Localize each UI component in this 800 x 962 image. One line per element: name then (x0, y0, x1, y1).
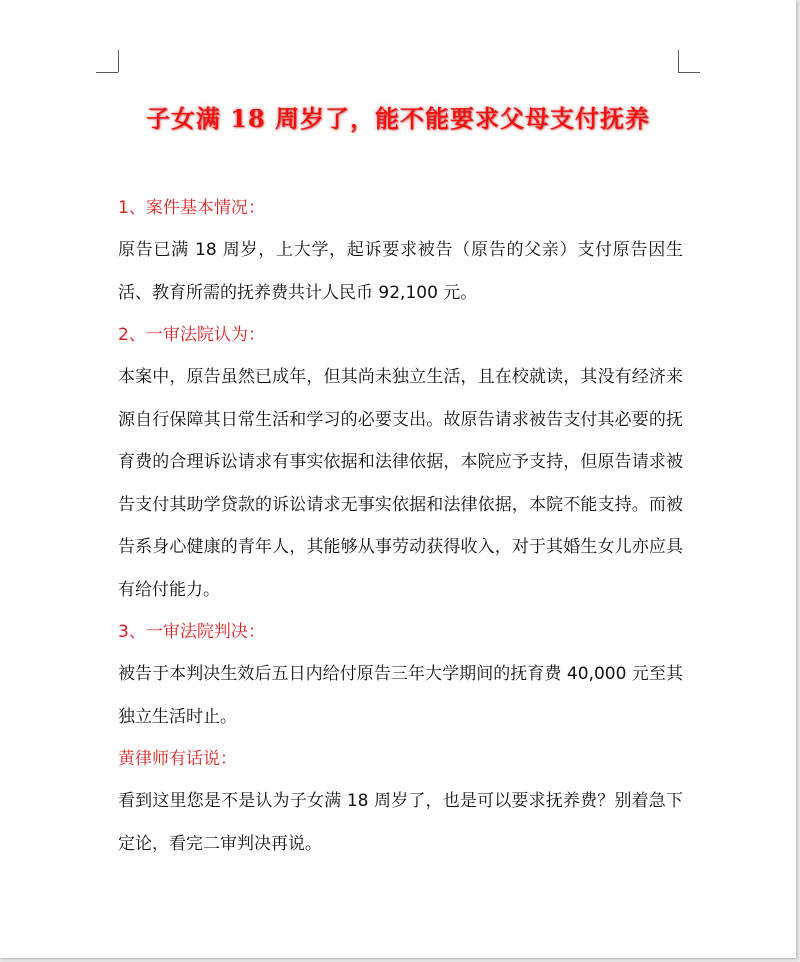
document-body (118, 187, 683, 865)
section-4-heading: 黄律师有话说： (118, 749, 237, 769)
section-3-heading: 3、一审法院判决： (118, 622, 265, 642)
section-1-body: 原告已满 18 周岁，上大学，起诉要求被告（原告的父亲）支付原告因生活、教育所需的抚养费共计人民币 92,100 元。 (118, 240, 683, 303)
crop-mark-top-right (678, 50, 679, 72)
crop-mark-top-right-horizontal (678, 72, 700, 73)
section-1-heading: 1、案件基本情况： (118, 198, 265, 218)
crop-mark-top-left-horizontal (96, 72, 118, 73)
section-2-heading: 2、一审法院认为： (118, 325, 265, 345)
document-title: 子女满 18 周岁了，能不能要求父母支付抚养 (145, 104, 651, 133)
section-4-body: 看到这里您是不是认为子女满 18 周岁了，也是可以要求抚养费？别着急下定论，看完二审判决再说。 (118, 791, 683, 854)
section-3-body: 被告于本判决生效后五日内给付原告三年大学期间的抚育费 40,000 元至其独立生活时止。 (118, 664, 683, 727)
crop-mark-top-left (118, 50, 119, 72)
section-2-body: 本案中，原告虽然已成年，但其尚未独立生活，且在校就读，其没有经济来源自行保障其日常生活和学习的必要支出。故原告请求被告支付其必要的抚育费的合理诉讼请求有事实依据和法律依据，本院应予支持，但原告请求被告支付其助学贷款的诉讼请求无事实依据和法律依据，本院不能支持。而被告系身心健康的青年人，其能够从事劳动获得收入，对于其婚生女儿亦应具有给付能力。 (118, 367, 683, 600)
